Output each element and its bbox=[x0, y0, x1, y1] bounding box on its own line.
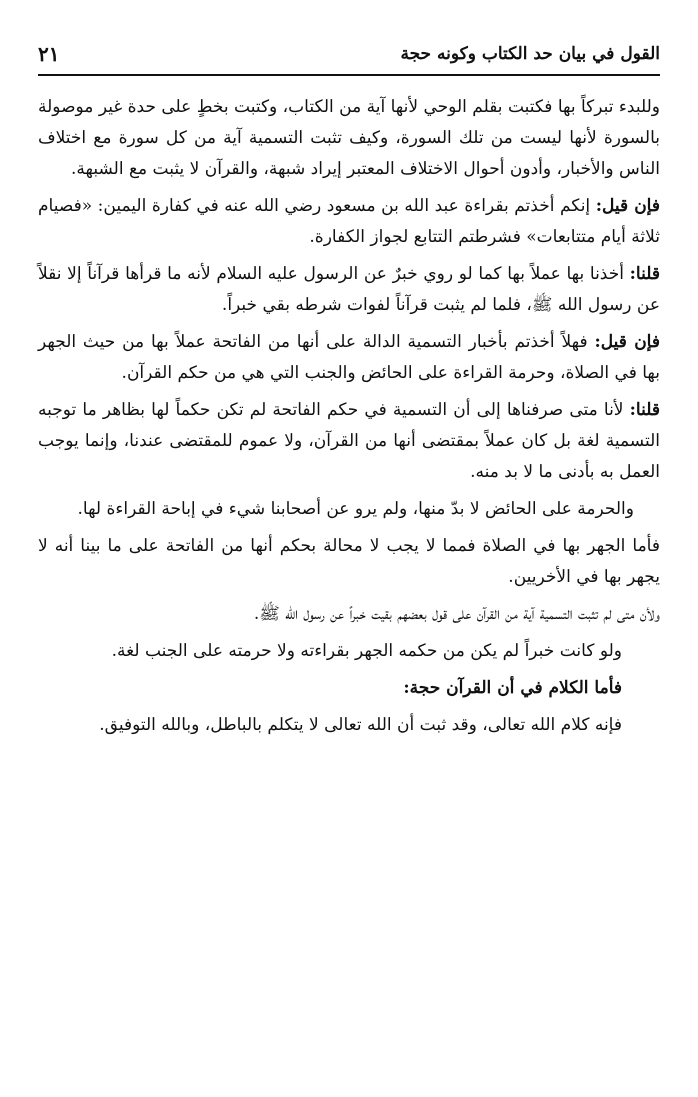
paragraph-7 bbox=[38, 531, 660, 593]
paragraph-2 bbox=[38, 191, 660, 253]
paragraph-8 bbox=[38, 599, 660, 630]
answer-lead: قلنا: bbox=[629, 264, 660, 284]
paragraph-3 bbox=[38, 259, 660, 321]
paragraph-text: ولأن متى لم تثبت التسمية آية من القرآن على قول بعضهم بقيت خبراً عن رسول الله ﷺ. bbox=[253, 604, 660, 624]
paragraph-text: لأنا متى صرفناها إلى أن التسمية في حكم الفاتحة لم تكن حكماً لها بظاهر ما توجبه التسمية لغة بل كان عملاً بمقتضى أنها من القرآن، ولا عموم للمقتضى عندنا، وإنما يوجب العمل به بأدنى ما لا بد منه. bbox=[38, 400, 660, 482]
paragraph-text: فأما الجهر بها في الصلاة فمما لا يجب لا محالة بحكم أنها من الفاتحة على ما بينا أنه لا يجهر بها في الأخريين. bbox=[38, 536, 660, 587]
answer-lead: قلنا: bbox=[629, 400, 660, 420]
final-paragraph: فإنه كلام الله تعالى، وقد ثبت أن الله تعالى لا يتكلم بالباطل، وبالله التوفيق. bbox=[99, 715, 622, 735]
objection-lead: فإن قيل: bbox=[594, 332, 660, 352]
running-header bbox=[38, 40, 660, 76]
paragraph-text: والحرمة على الحائض لا بدّ منها، ولم يرو عن أصحابنا شيء في إباحة القراءة لها. bbox=[77, 499, 634, 519]
paragraph-4 bbox=[38, 327, 660, 389]
paragraph-text: وللبدء تبركاً بها فكتبت بقلم الوحي لأنها آية من الكتاب، وكتبت بخطٍ على حدة غير موصولة بالسورة لأنها ليست من تلك السورة، وكيف تثبت التسمية آية من كل سورة مع اختلاف الناس والأخبار، وأدون أحوال الاختلاف المعتبر إيراد شبهة، والقرآن لا يثبت مع الشبهة. bbox=[38, 97, 660, 179]
paragraph-text: فهلاً أخذتم بأخبار التسمية الدالة على أنها من الفاتحة عملاً بها من حيث الجهر بها في الصلاة، وحرمة القراءة على الحائض والجنب التي هي من حكم القرآن. bbox=[38, 332, 660, 383]
book-page bbox=[38, 40, 660, 747]
paragraph-text: ولو كانت خبراً لم يكن من حكمه الجهر بقراءته ولا حرمته على الجنب لغة. bbox=[111, 641, 622, 661]
section-heading: فأما الكلام في أن القرآن حجة: bbox=[403, 678, 622, 698]
paragraph-5 bbox=[38, 395, 660, 488]
paragraph-6 bbox=[38, 494, 660, 525]
body-text bbox=[38, 92, 660, 741]
paragraph-text: أخذنا بها عملاً بها كما لو روي خبرٌ عن الرسول عليه السلام لأنه ما قرأها قرآناً إلا نقلاً عن رسول الله ﷺ، فلما لم يثبت قرآناً لفوات شرطه بقي خبراً. bbox=[38, 264, 660, 315]
page-number: ٢١ bbox=[38, 42, 60, 66]
running-title: القول في بيان حد الكتاب وكونه حجة bbox=[400, 44, 660, 64]
paragraph-1 bbox=[38, 92, 660, 185]
objection-lead: فإن قيل: bbox=[595, 196, 660, 216]
paragraph-9 bbox=[38, 636, 660, 667]
paragraph-text: إنكم أخذتم بقراءة عبد الله بن مسعود رضي الله عنه في كفارة اليمين: «فصيام ثلاثة أيام متتابعات» فشرطتم التتابع لجواز الكفارة. bbox=[38, 196, 660, 247]
